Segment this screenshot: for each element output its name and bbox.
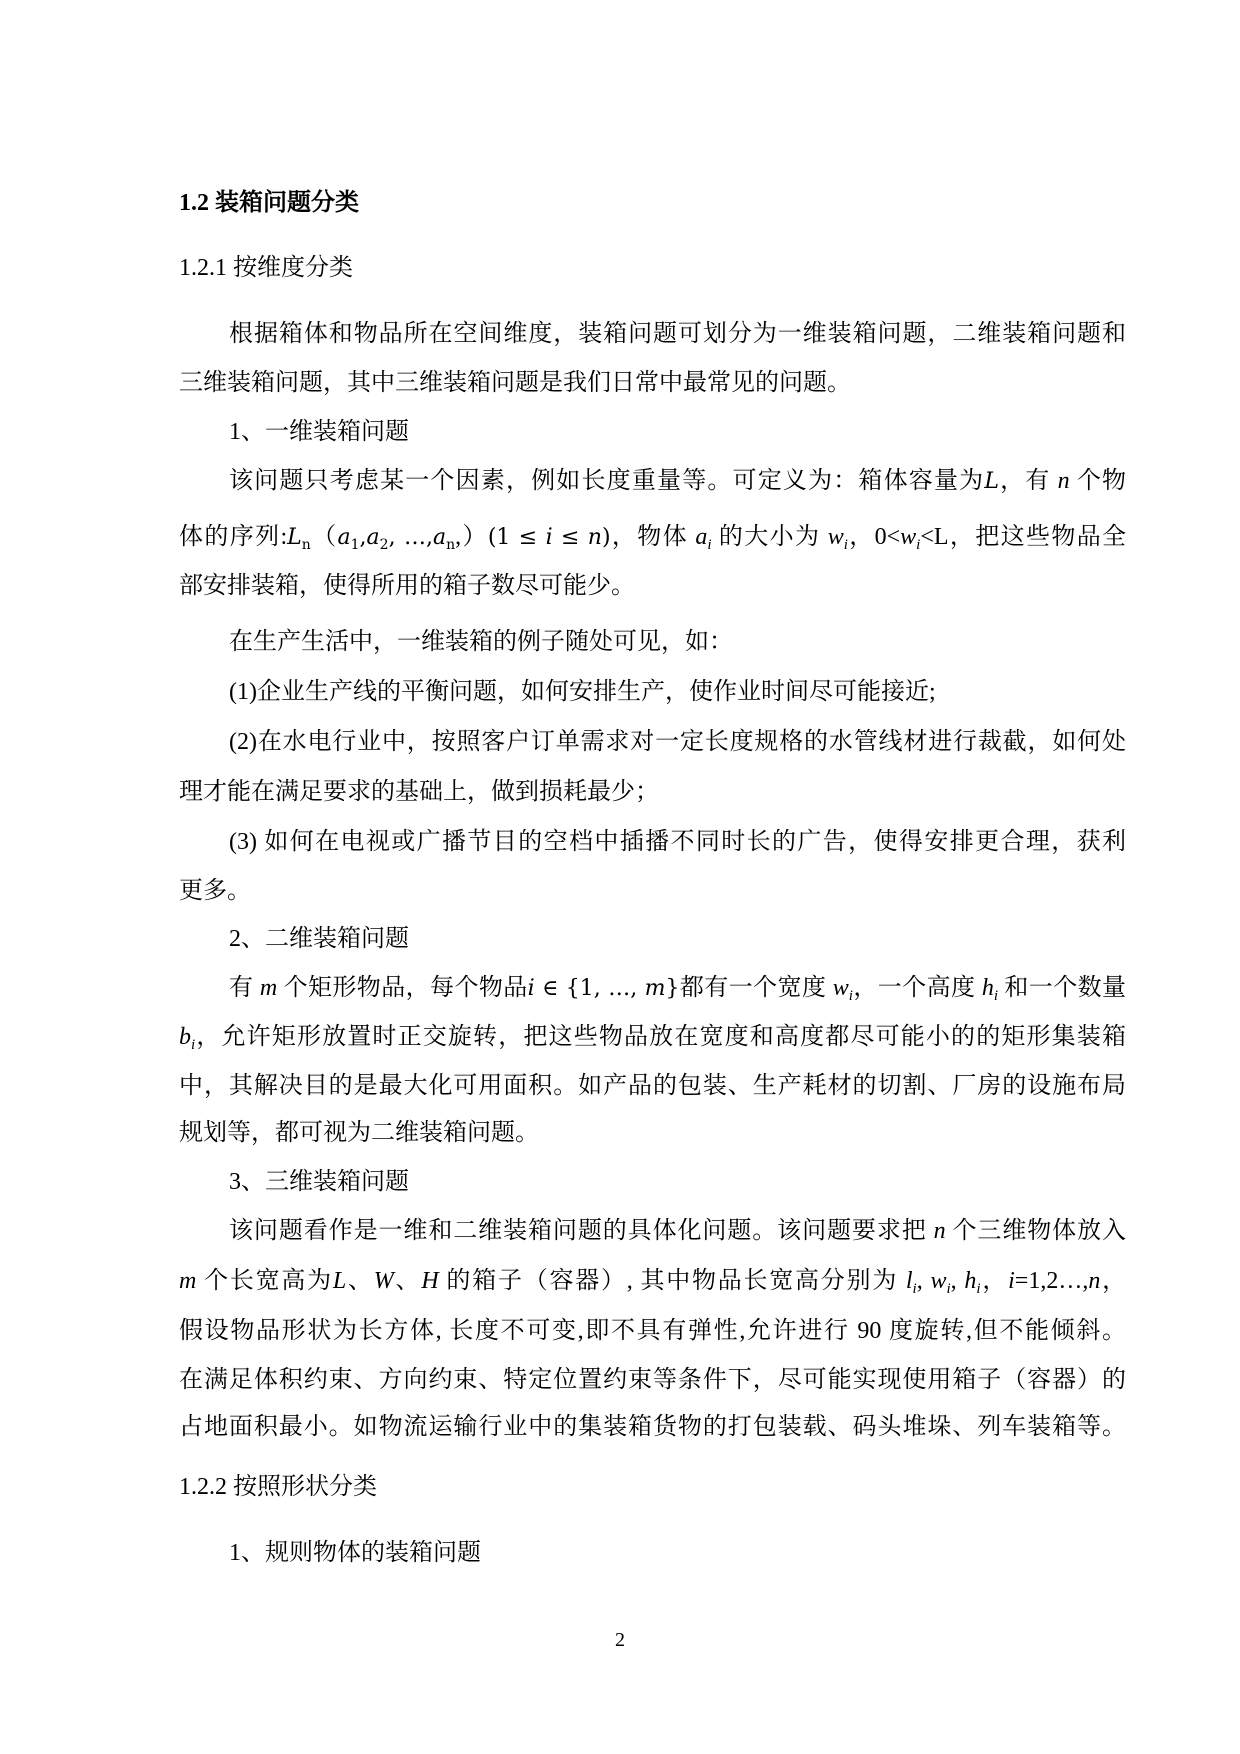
text-segment: 该问题只考虑某一个因素，例如长度重量等。可定义为：箱体容量为	[229, 468, 985, 494]
subsection-heading	[179, 1471, 377, 1503]
math-symbol: 1	[350, 537, 360, 553]
math-symbol: n	[587, 525, 602, 550]
paragraph-line	[179, 1117, 539, 1149]
paragraph-line	[179, 1021, 1126, 1053]
text-segment: 有	[229, 975, 260, 1001]
text-segment: 1.2 装箱问题分类	[179, 190, 359, 216]
math-symbol: m	[644, 976, 666, 1001]
text-segment: 更多。	[179, 878, 251, 904]
paragraph-line	[229, 676, 936, 708]
math-symbol: n	[1088, 1268, 1101, 1294]
paragraph-line	[179, 1315, 1126, 1347]
text-segment: ,	[950, 1268, 965, 1294]
text-segment: 的大小为	[711, 524, 828, 550]
paragraph-line	[229, 465, 1126, 497]
math-symbol: L	[984, 469, 999, 494]
text-segment: ，	[1100, 1268, 1126, 1294]
math-symbol: i	[916, 537, 921, 553]
text-segment: 1.2.2 按照形状分类	[179, 1474, 377, 1500]
math-symbol: i	[946, 1281, 951, 1297]
paragraph-line	[229, 726, 1126, 758]
math-symbol: i	[848, 988, 853, 1004]
paragraph-line	[229, 318, 1126, 350]
math-symbol: w	[832, 975, 849, 1001]
paragraph-line	[229, 972, 1126, 1004]
paragraph-line	[179, 521, 1126, 553]
paragraph-line	[179, 1411, 1126, 1443]
math-symbol: (1 ≤	[487, 525, 546, 550]
math-symbol: a	[695, 524, 708, 550]
paragraph-line	[179, 570, 635, 602]
text-segment: (1)企业生产线的平衡问题，如何安排生产，使作业时间尽可能接近;	[229, 679, 936, 705]
math-symbol: a	[432, 525, 447, 550]
text-segment: 1、规则物体的装箱问题	[229, 1540, 481, 1566]
math-symbol: W	[373, 1268, 394, 1294]
math-symbol: a	[366, 525, 380, 550]
text-segment: ，	[980, 1268, 1009, 1294]
text-segment: ，一个高度	[852, 975, 982, 1001]
text-segment: 中，其解决目的是最大化可用面积。如产品的包装、生产耗材的切割、厂房的设施布局	[179, 1073, 1126, 1099]
text-segment: 理才能在满足要求的基础上，做到损耗最少；	[179, 779, 659, 805]
text-segment: 该问题看作是一维和二维装箱问题的具体化问题。该问题要求把	[229, 1218, 934, 1244]
text-segment: 2、二维装箱问题	[229, 926, 409, 952]
text-segment: 体的序列:	[179, 524, 288, 550]
text-segment: 、	[346, 1268, 374, 1294]
text-segment: 1、一维装箱问题	[229, 419, 409, 445]
math-symbol: h	[981, 975, 994, 1001]
math-symbol: a	[337, 525, 351, 550]
math-symbol: n	[446, 537, 456, 553]
math-symbol: i	[993, 988, 998, 1004]
text-segment: 个矩形物品，每个物品	[277, 975, 528, 1001]
paragraph-line	[229, 626, 733, 658]
math-symbol: w	[930, 1268, 947, 1294]
text-segment: ,）	[455, 524, 488, 550]
math-symbol: h	[964, 1268, 977, 1294]
text-segment: ，允许矩形放置时正交旋转，把这些物品放在宽度和高度都尽可能小的的矩形集装箱	[195, 1024, 1126, 1050]
text-segment: (3) 如何在电视或广播节目的空档中插播不同时长的广告，使得安排更合理，获利	[229, 829, 1126, 855]
math-symbol: i	[545, 525, 553, 550]
math-symbol: , …,	[388, 525, 433, 550]
math-symbol: m	[179, 1268, 197, 1294]
text-segment: 3、三维装箱问题	[229, 1169, 409, 1195]
text-segment: ，0<	[847, 524, 901, 550]
text-segment: 个物	[1069, 468, 1126, 494]
text-segment: ，有	[998, 468, 1058, 494]
paragraph-line	[229, 1215, 1126, 1247]
text-segment: 1.2.1 按维度分类	[179, 255, 353, 281]
math-symbol: i	[912, 1281, 917, 1297]
math-symbol: i	[707, 537, 712, 553]
math-symbol: ≤	[552, 525, 588, 550]
math-symbol: i	[527, 976, 535, 1001]
math-symbol: ,	[359, 525, 367, 550]
text-segment: 部安排装箱，使得所用的箱子数尽可能少。	[179, 573, 635, 599]
text-segment: 都有一个宽度	[679, 975, 833, 1001]
paragraph-line	[179, 875, 251, 907]
page-number: 2	[615, 1629, 625, 1651]
paragraph-line	[179, 776, 659, 808]
math-symbol: 2	[379, 537, 389, 553]
math-symbol: }	[665, 976, 680, 1001]
text-segment: 根据箱体和物品所在空间维度，装箱问题可划分为一维装箱问题，二维装箱问题和	[229, 321, 1126, 347]
section-title	[179, 187, 359, 219]
math-symbol: ∈ {1, …,	[534, 976, 645, 1001]
paragraph-line	[179, 1070, 1126, 1102]
math-symbol: n	[1057, 468, 1070, 494]
math-symbol: )	[601, 525, 611, 550]
text-segment: (2)在水电行业中，按照客户订单需求对一定长度规格的水管线材进行裁截，如何处	[229, 729, 1126, 755]
paragraph-line	[179, 1265, 1126, 1297]
math-symbol: L	[332, 1268, 347, 1294]
list-heading	[229, 923, 409, 955]
text-segment: ，物体	[610, 524, 696, 550]
paragraph-line	[229, 826, 1126, 858]
math-symbol: w	[827, 524, 844, 550]
text-segment: 个长宽高为	[196, 1268, 333, 1294]
text-segment: 和一个数量	[997, 975, 1126, 1001]
math-symbol: b	[179, 1024, 191, 1050]
math-symbol: i	[976, 1281, 981, 1297]
subsection-heading	[179, 252, 353, 284]
math-symbol: i	[843, 537, 848, 553]
math-symbol: i	[1008, 1268, 1015, 1294]
text-segment: =1,2…,	[1014, 1268, 1089, 1294]
math-symbol: m	[259, 975, 278, 1001]
math-symbol: i	[191, 1037, 196, 1053]
math-symbol: n	[933, 1218, 946, 1244]
text-segment: （	[310, 524, 338, 550]
text-segment: <L，把这些物品全	[920, 524, 1126, 550]
text-segment: 的箱子（容器）, 其中物品长宽高分别为	[438, 1268, 906, 1294]
text-segment: 个三维物体放入	[945, 1218, 1126, 1244]
math-symbol: l	[905, 1268, 913, 1294]
text-segment: 假设物品形状为长方体, 长度不可变,即不具有弹性,允许进行 90 度旋转,但不能倾斜。	[179, 1318, 1126, 1344]
list-heading	[229, 1537, 481, 1569]
text-segment: 规划等，都可视为二维装箱问题。	[179, 1120, 539, 1146]
text-segment: 在满足体积约束、方向约束、特定位置约束等条件下，尽可能实现使用箱子（容器）的	[179, 1367, 1126, 1393]
list-heading	[229, 416, 409, 448]
math-symbol: L	[287, 525, 302, 550]
text-segment: 在生产生活中，一维装箱的例子随处可见，如：	[229, 629, 733, 655]
math-symbol: n	[301, 537, 311, 553]
math-symbol: H	[421, 1268, 439, 1294]
text-segment: 占地面积最小。如物流运输行业中的集装箱货物的打包装载、码头堆垛、列车装箱等。	[179, 1414, 1126, 1440]
text-segment: 、	[393, 1268, 422, 1294]
text-segment: ,	[916, 1268, 931, 1294]
paragraph-line	[179, 367, 851, 399]
text-segment: 三维装箱问题，其中三维装箱问题是我们日常中最常见的问题。	[179, 370, 851, 396]
paragraph-line	[179, 1364, 1126, 1396]
math-symbol: w	[900, 524, 917, 550]
list-heading	[229, 1166, 409, 1198]
